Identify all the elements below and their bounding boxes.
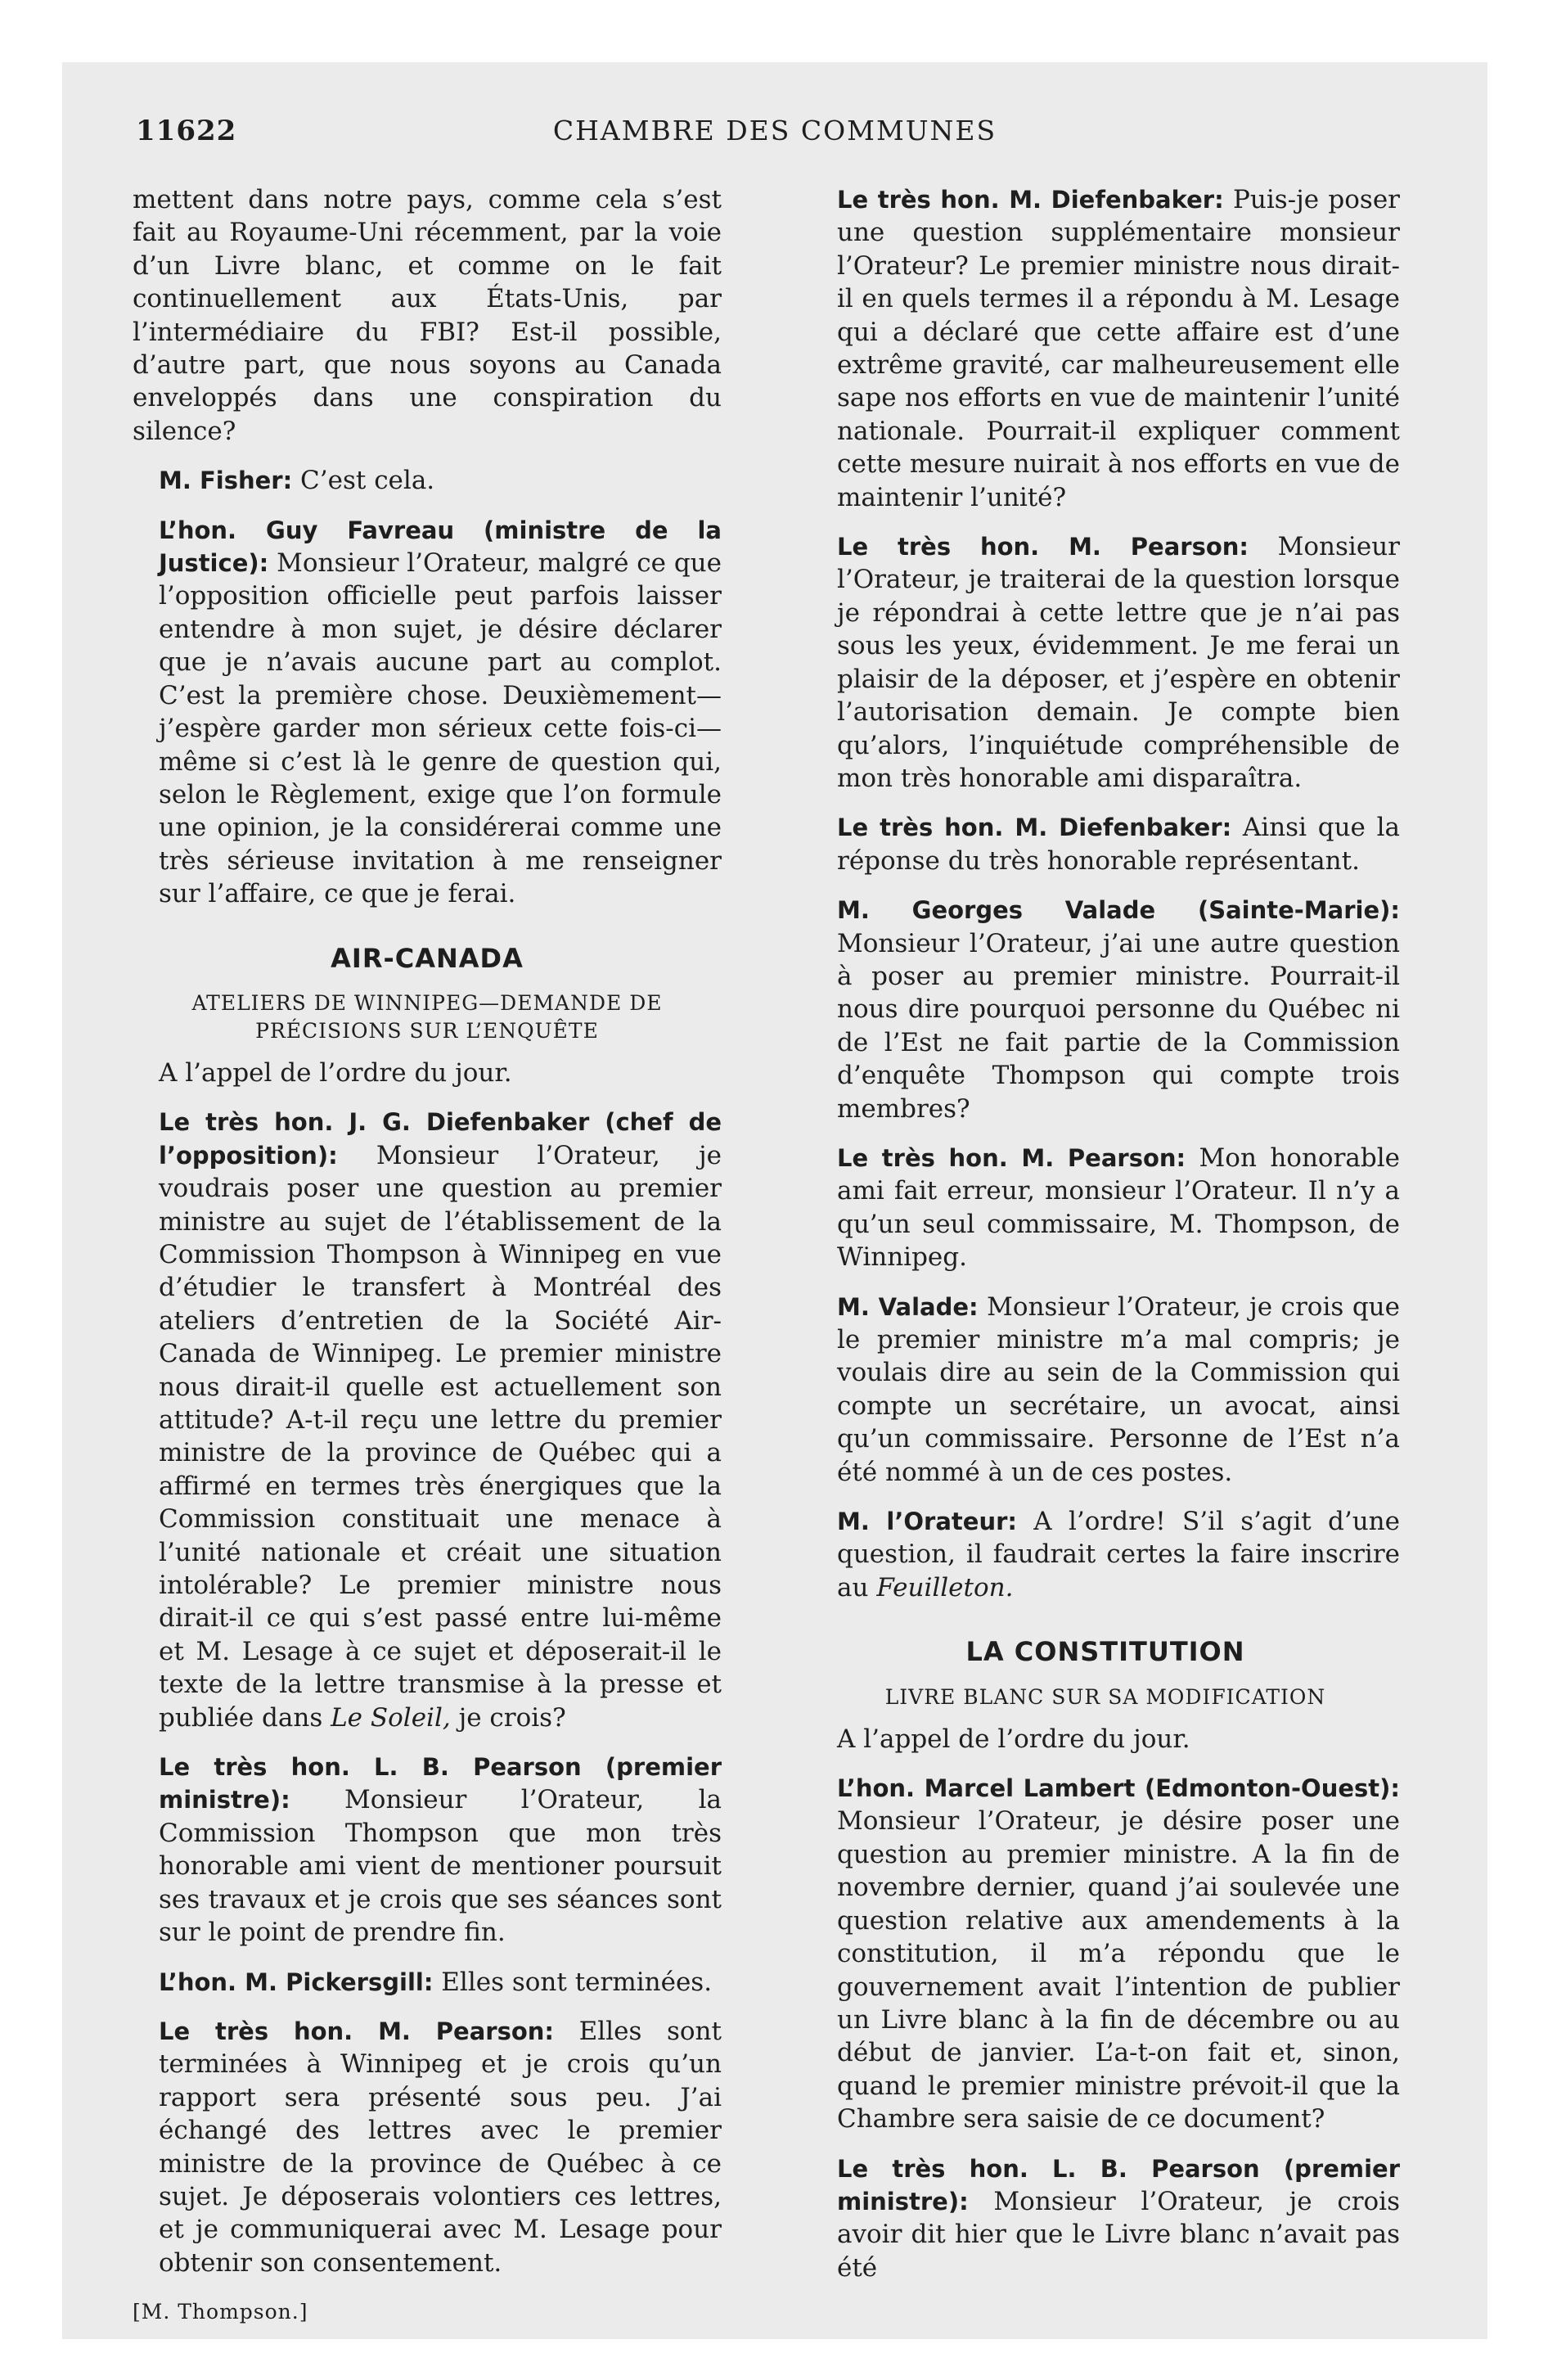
speaker-name: Le très hon. L. B. Pearson (premier ministre): — [837, 2154, 1400, 2215]
speaker-name: Le très hon. J. G. Diefenbaker (chef de l’opposition): — [159, 1108, 722, 1170]
paragraph-fisher: M. Fisher: C’est cela. — [159, 466, 435, 496]
paragraph-diefenbaker: Le très hon. M. Diefenbaker: Ainsi que la réponse du très honorable représentant. — [837, 813, 1400, 876]
speaker-name: Le très hon. M. Pearson: — [837, 1143, 1186, 1172]
speaker-name: L’hon. M. Pickersgill: — [159, 1968, 434, 1996]
paragraph-pearson: Le très hon. M. Pearson: Mon honorable ami fait erreur, monsieur l’Orateur. Il n’y a qu’un seul commissaire, M. Thompson, de Winnipeg. — [837, 1143, 1400, 1273]
page-title: CHAMBRE DES COMMUNES — [552, 115, 997, 146]
section-subheading: LIVRE BLANC SUR SA MODIFICATION — [884, 1684, 1326, 1709]
right-column — [811, 183, 1400, 2301]
speaker-name: Le très hon. M. Diefenbaker: — [837, 814, 1232, 842]
speaker-name: M. l’Orateur: — [837, 1508, 1017, 1536]
paragraph-diefenbaker: Le très hon. J. G. Diefenbaker (chef de l’opposition): Monsieur l’Orateur, je voudrais poser une question au premier ministre au sujet de l’établissement de la Commission Thompson à Winnipeg en vue d’étudier le transfert à Montréal des ateliers d’entretien de la Société Air-Canada de Winnipeg. Le premier ministre nous dirait-il quelle est actuellement son attitude? A-t-il reçu une lettre du premier ministre de la province de Québec qui a affirmé en termes très énergiques que la Commission constituait une menace à l’unité nationale et créait une situation intolérable? Le premier ministre nous dirait-il ce qui s’est passé entre lui-même et M. Lesage à ce sujet et déposerait-il le texte de la lettre transmise à la presse et publiée dans Le Soleil, je crois? — [159, 1108, 722, 1733]
section-heading: LA CONSTITUTION — [965, 1636, 1245, 1668]
paragraph-orateur: M. l’Orateur: A l’ordre! S’il s’agit d’une question, il faudrait certes la faire inscrire au Feuilleton. — [837, 1507, 1400, 1602]
paragraph-pearson: Le très hon. M. Pearson: Monsieur l’Orateur, je traiterai de la question lorsque je répondrai à cette lettre que je n’ai pas sous les yeux, évidemment. Je me ferai un plaisir de la déposer, et j’espère en obtenir l’autorisation demain. Je compte bien qu’alors, l’inquiétude compréhensible de mon très honorable ami disparaîtra. — [837, 532, 1400, 793]
speaker-name: M. Georges Valade (Sainte-Marie): — [837, 896, 1400, 925]
paragraph-continuation: mettent dans notre pays, comme cela s’est fait au Royaume-Uni récemment, par la voie d’un Livre blanc, et comme on le fait continuellement aux États-Unis, par l’intermédiaire du FBI? Est-il possible, d’autre part, que nous soyons au Canada enveloppés dans une conspiration du silence? — [133, 185, 722, 446]
section-heading: AIR-CANADA — [331, 942, 524, 974]
paragraph-pearson: Le très hon. L. B. Pearson (premier ministre): Monsieur l’Orateur, la Commission Thompson que mon très honorable ami vient de mentioner poursuit ses travaux et je crois que ses séances sont sur le point de prendre fin. — [159, 1753, 722, 1948]
paragraph-pearson: Le très hon. M. Pearson: Elles sont terminées à Winnipeg et je crois qu’un rapport sera présenté sous peu. J’ai échangé des lettres avec le premier ministre de la province de Québec à ce sujet. Je déposerais volontiers ces lettres, et je communiquerai avec M. Lesage pour obtenir son consentement. — [159, 2016, 722, 2278]
speaker-name: Le très hon. M. Diefenbaker: — [837, 186, 1224, 214]
speaker-name: L’hon. Guy Favreau (ministre de la Justice): — [159, 516, 722, 578]
speaker-name: M. Valade: — [837, 1292, 979, 1321]
left-column — [133, 183, 722, 2329]
speaker-name: Le très hon. M. Pearson: — [159, 2017, 555, 2045]
footer-speaker-note: [M. Thompson.] — [133, 2300, 308, 2324]
page-number: 11622 — [136, 115, 237, 147]
paragraph-valade: M. Valade: Monsieur l’Orateur, je crois que le premier ministre m’a mal compris; je voulais dire au sein de la Commission qui compte un secrétaire, un avocat, ainsi qu’un commissaire. Personne de l’Est n’a été nommé à un de ces postes. — [837, 1291, 1400, 1487]
paragraph-pickersgill: L’hon. M. Pickersgill: Elles sont terminées. — [159, 1967, 713, 1997]
speaker-name: L’hon. Marcel Lambert (Edmonton-Ouest): — [837, 1774, 1400, 1803]
page — [62, 62, 1487, 2339]
order-of-day: A l’appel de l’ordre du jour. — [837, 1724, 1190, 1754]
paragraph-diefenbaker: Le très hon. M. Diefenbaker: Puis-je poser une question supplémentaire monsieur l’Orateur? Le premier ministre nous dirait-il en quels termes il a répondu à M. Lesage qui a déclaré que cette affaire est d’une extrême gravité, car malheureusement elle sape nos efforts en vue de maintenir l’unité nationale. Pourrait-il expliquer comment cette mesure nuirait à nos efforts en vue de maintenir l’unité? — [837, 185, 1400, 512]
speaker-name: Le très hon. M. Pearson: — [837, 533, 1249, 561]
order-of-day: A l’appel de l’ordre du jour. — [159, 1057, 512, 1088]
paragraph-valade: M. Georges Valade (Sainte-Marie): Monsieur l’Orateur, j’ai une autre question à poser au premier ministre. Pourrait-il nous dire pourquoi personne du Québec ni de l’Est ne fait partie de la Commission d’enquête Thompson qui compte trois membres? — [837, 896, 1400, 1124]
page-header — [62, 115, 1487, 164]
speaker-name: Le très hon. L. B. Pearson (premier ministre): — [159, 1753, 722, 1814]
speaker-name: M. Fisher: — [159, 467, 293, 495]
paragraph-lambert: L’hon. Marcel Lambert (Edmonton-Ouest): Monsieur l’Orateur, je désire poser une question au premier ministre. A la fin de novembre dernier, quand j’ai soulevée une question relative aux amendements à la constitution, il m’a répondu que le gouvernement avait l’intention de publier un Livre blanc à la fin de décembre ou au début de janvier. L’a-t-on fait et, sinon, quand le premier ministre prévoit-il que la Chambre sera saisie de ce document? — [837, 1774, 1400, 2134]
paragraph-favreau: L’hon. Guy Favreau (ministre de la Justice): Monsieur l’Orateur, malgré ce que l’opposition officielle peut parfois laisser entendre à mon sujet, je désire déclarer que je n’avais aucune part au complot. C’est la première chose. Deuxièmement—j’espère garder mon sérieux cette fois-ci—même si c’est là le genre de question qui, selon le Règlement, exige que l’on formule une opinion, je la considérerai comme une très sérieuse invitation à me renseigner sur l’affaire, ce que je ferai. — [159, 516, 722, 909]
section-subheading: ATELIERS DE WINNIPEG—DEMANDE DE PRÉCISIONS SUR L’ENQUÊTE — [191, 990, 663, 1043]
paragraph-pearson: Le très hon. L. B. Pearson (premier ministre): Monsieur l’Orateur, je crois avoir dit hier que le Livre blanc n’avait pas été — [837, 2154, 1400, 2283]
